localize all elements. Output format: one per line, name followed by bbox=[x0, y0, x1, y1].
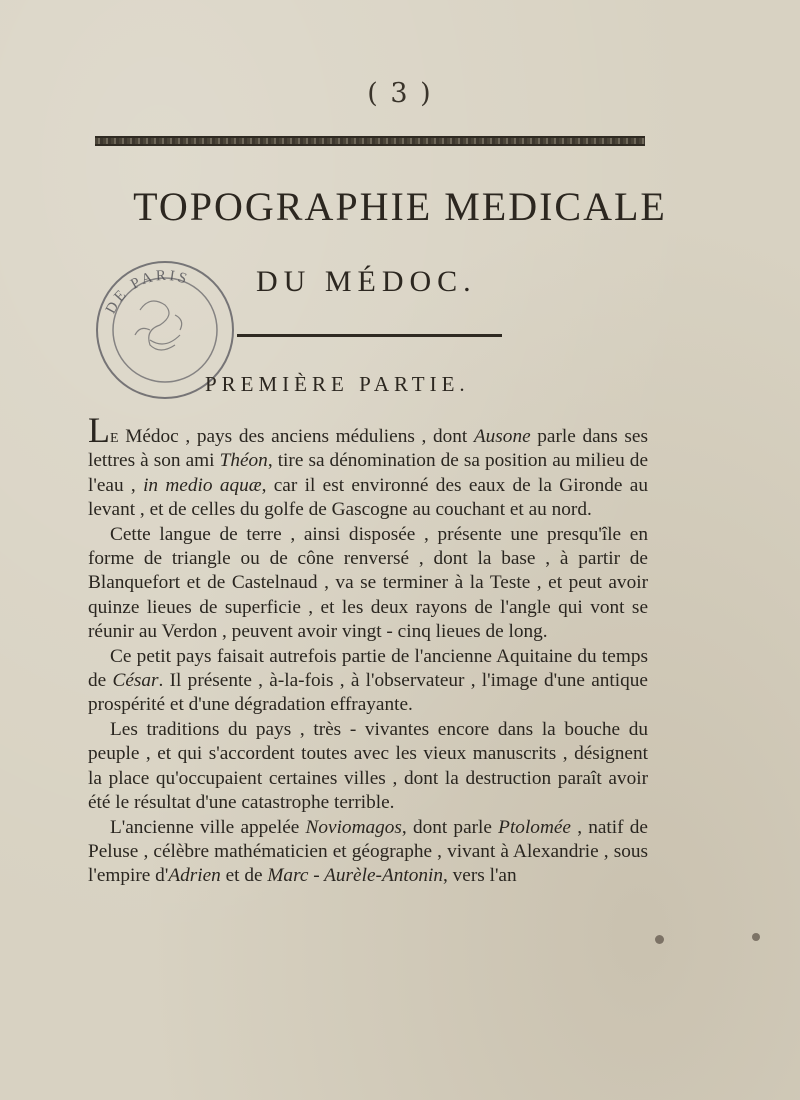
text-run: Les traditions du pays , très - vivantes encore dans la bouche du peuple , et qui s'accordent toutes avec les vieux manuscrits , désignent la place qu'occupaient certaines villes , dont la destruction paraît avoir été le résultat d'une catastrophe terrible. bbox=[88, 718, 648, 814]
part-title: PREMIÈRE PARTIE. bbox=[205, 372, 470, 396]
paragraph bbox=[88, 645, 648, 718]
italic-text: Théon bbox=[219, 450, 268, 472]
text-run: . Il présente , à-la-fois , à l'observateur , l'image d'une antique prospérité et d'une dégradation effrayante. bbox=[88, 670, 648, 716]
text-run: , vers l'an bbox=[443, 865, 517, 887]
stamp-text: DE PARIS bbox=[102, 267, 192, 317]
text-run: , car il est environné des eaux de la Gironde au levant , et de celles du golfe de Gascogne au couchant et au nord. bbox=[88, 474, 648, 521]
body-text bbox=[88, 410, 649, 889]
drop-cap-lead: e bbox=[110, 426, 119, 447]
main-title: TOPOGRAPHIE MEDICALE bbox=[133, 184, 667, 229]
italic-text: in medio aquæ bbox=[143, 474, 262, 496]
text-run: Médoc , pays des anciens méduliens , dont bbox=[118, 426, 474, 447]
text-run: Ce petit pays faisait autrefois partie de l'ancienne Aquitaine du temps de bbox=[88, 645, 648, 692]
paragraph bbox=[88, 816, 648, 889]
italic-text: Noviomagos bbox=[305, 816, 402, 838]
svg-text:DE PARIS bbox=[103, 268, 192, 317]
italic-text: Adrien bbox=[168, 865, 221, 887]
divider-rule bbox=[237, 334, 502, 337]
text-run: parle dans ses lettres à son ami bbox=[88, 426, 648, 472]
italic-text: Marc - Aurèle-Antonin bbox=[267, 865, 444, 887]
paragraph bbox=[88, 410, 649, 523]
paragraph bbox=[88, 523, 648, 645]
ink-spot bbox=[752, 933, 760, 941]
text-run: , tire sa dénomination de sa position au milieu de l'eau , bbox=[88, 450, 649, 496]
ornamental-rule bbox=[95, 136, 645, 146]
italic-text: Ausone bbox=[473, 426, 531, 447]
text-run: L'ancienne ville appelée bbox=[110, 816, 306, 838]
ink-spot bbox=[655, 935, 664, 944]
subtitle: DU MÉDOC. bbox=[256, 265, 477, 298]
paragraph bbox=[88, 718, 648, 816]
text-run: , dont parle bbox=[401, 816, 499, 838]
text-run: , natif de Peluse , célèbre mathématicien et géographe , vivant à Alexandrie , sous l'empire d' bbox=[88, 816, 648, 887]
text-run: Cette langue de terre , ainsi disposée , présente une presqu'île en forme de triangle ou de cône renversé , dont la base , à partir de Blanquefort et de Castelnaud , va se terminer à la Teste , et peut avoir quinze lieues de superficie , et les deux rayons de l'angle qui vont se réunir au Verdon , peuvent avoir vingt - cinq lieues de long. bbox=[88, 523, 648, 643]
italic-text: César bbox=[112, 670, 159, 692]
italic-text: Ptolomée bbox=[498, 816, 571, 838]
page-number: ( 3 ) bbox=[367, 78, 433, 109]
text-run: et de bbox=[220, 865, 268, 887]
drop-cap: L bbox=[88, 410, 110, 450]
